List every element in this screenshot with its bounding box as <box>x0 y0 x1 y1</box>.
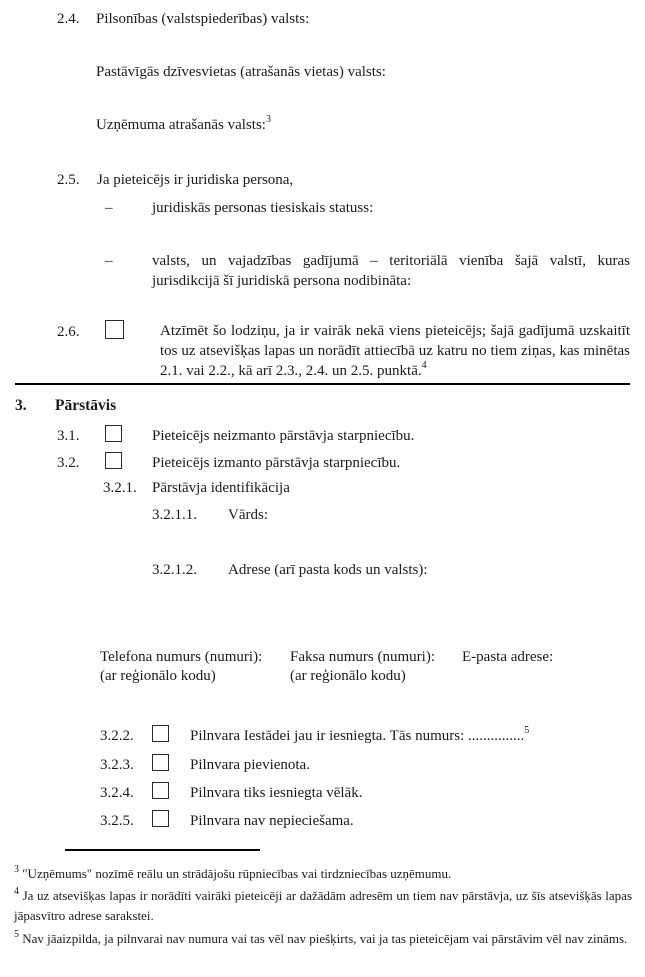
section-3-2-1-2-number: 3.2.1.2. <box>152 562 197 578</box>
dash-bullet-2: – <box>105 253 113 269</box>
section-3-1-number: 3.1. <box>57 428 80 444</box>
footnote-5-text: Nav jāaizpilda, ja pilnvarai nav numura vai tas vēl nav piešķirts, vai ja tas pieteicējam vai pārstāvim vēl nav zināms. <box>22 931 628 946</box>
checkbox-uses-representative[interactable] <box>105 452 122 469</box>
representative-name-label: Vārds: <box>228 507 268 523</box>
section-2-4-number: 2.4. <box>57 11 80 27</box>
section-2-6-number: 2.6. <box>57 324 80 340</box>
section-divider-rule <box>15 383 630 385</box>
checkbox-poa-attached[interactable] <box>152 754 169 771</box>
footnote-4 <box>14 886 632 926</box>
checkbox-poa-filed-later[interactable] <box>152 782 169 799</box>
poa-number-dotted-line: ............... <box>467 728 525 744</box>
phone-regional-code-note: (ar reģionālo kodu) <box>100 668 216 684</box>
footnote-3-text: "Uzņēmums" nozīmē reālu un strādājošu rūpniecības vai tirdzniecības uzņēmumu. <box>22 866 452 881</box>
section-3-2-number: 3.2. <box>57 455 80 471</box>
footnote-ref-4-marker: 4 <box>421 360 427 371</box>
no-representative-label: Pieteicējs neizmanto pārstāvja starpniecību. <box>152 428 415 444</box>
residence-country-label: Pastāvīgās dzīvesvietas (atrašanās vietas) valsts: <box>96 64 386 80</box>
multiple-applicants-text: Atzīmēt šo lodziņu, ja ir vairāk nekā viens pieteicējs; šajā gadījumā uzskaitīt tos uz atsevišķas lapas un norādīt attiecībā uz katru no tiem ziņas, kas minētas 2.1. vai 2.2., kā arī 2.3., 2.4. un 2.5. punktā. <box>160 323 630 379</box>
representative-address-label: Adrese (arī pasta kods un valsts): <box>228 562 428 578</box>
checkbox-no-representative[interactable] <box>105 425 122 442</box>
poa-already-filed-label <box>190 726 529 746</box>
footnote-5 <box>14 929 632 949</box>
poa-filed-later-label: Pilnvara tiks iesniegta vēlāk. <box>190 785 363 801</box>
footnote-ref-3-marker: 3 <box>265 114 271 125</box>
section-3-2-4-number: 3.2.4. <box>100 785 134 801</box>
footnote-ref-5-marker: 5 <box>524 725 530 736</box>
section-3-title: Pārstāvis <box>55 397 117 414</box>
checkbox-poa-not-required[interactable] <box>152 810 169 827</box>
section-3-2-1-1-number: 3.2.1.1. <box>152 507 197 523</box>
email-address-label: E-pasta adrese: <box>462 649 554 665</box>
representative-identification-label: Pārstāvja identifikācija <box>152 480 290 496</box>
phone-number-label: Telefona numurs (numuri): <box>100 649 263 665</box>
section-3-2-1-number: 3.2.1. <box>103 480 137 496</box>
footnote-4-ref: 4 <box>14 885 19 897</box>
citizenship-country-label: Pilsonības (valstspiederības) valsts: <box>96 11 310 27</box>
section-3-2-2-number: 3.2.2. <box>100 728 134 744</box>
poa-attached-label: Pilnvara pievienota. <box>190 757 310 773</box>
footnote-3 <box>14 864 632 884</box>
footnote-5-ref: 5 <box>14 928 19 940</box>
dash-bullet-1: – <box>105 200 113 216</box>
company-country-label <box>96 115 271 135</box>
footnote-3-ref: 3 <box>14 863 19 875</box>
checkbox-multiple-applicants[interactable] <box>105 320 124 339</box>
fax-number-label: Faksa numurs (numuri): <box>290 649 435 665</box>
poa-already-filed-text: Pilnvara Iestādei jau ir iesniegta. Tās numurs: <box>190 728 468 744</box>
poa-not-required-label: Pilnvara nav nepieciešama. <box>190 813 354 829</box>
footnote-4-text: Ja uz atsevišķas lapas ir norādīti vairāki pieteicēji ar dažādām adresēm un tiem nav pārstāvja, uz šīs atsevišķās lapas jāpasvītro adrese sarakstei. <box>14 888 633 923</box>
fax-regional-code-note: (ar reģionālo kodu) <box>290 668 406 684</box>
section-3-number: 3. <box>15 397 27 414</box>
section-3-2-5-number: 3.2.5. <box>100 813 134 829</box>
checkbox-poa-already-filed[interactable] <box>152 725 169 742</box>
company-country-text: Uzņēmuma atrašanās valsts: <box>96 117 266 133</box>
section-3-2-3-number: 3.2.3. <box>100 757 134 773</box>
footnote-separator-rule <box>65 849 260 851</box>
uses-representative-label: Pieteicējs izmanto pārstāvja starpniecību. <box>152 455 401 471</box>
incorporation-state-label: valsts, un vajadzības gadījumā – teritoriālā vienība šajā valstī, kuras jurisdikcijā šī juridiskā persona nodibināta: <box>152 253 630 289</box>
legal-person-intro-label: Ja pieteicējs ir juridiska persona, <box>97 172 294 188</box>
multiple-applicants-instruction <box>160 321 630 381</box>
legal-status-label: juridiskās personas tiesiskais statuss: <box>152 200 374 216</box>
section-2-5-number: 2.5. <box>57 172 80 188</box>
